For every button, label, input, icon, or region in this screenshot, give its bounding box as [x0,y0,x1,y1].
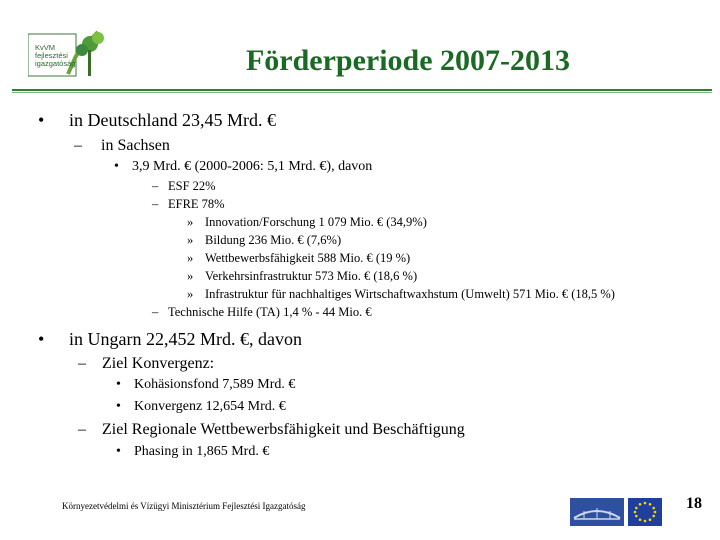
bullet-text: ESF 22% [168,179,216,193]
bullet-text: Infrastruktur für nachhaltiges Wirtschaftwaxhstum (Umwelt) 571 Mio. € (18,5 %) [205,287,615,301]
bullet-text: Wettbewerbsfähigkeit 588 Mio. € (19 %) [205,251,411,265]
bullet-marker: – [78,355,86,372]
bullet-text: 3,9 Mrd. € (2000-2006: 5,1 Mrd. €), davon [132,159,373,174]
bullet-text: in Sachsen [101,137,170,154]
logo-line: igazgatóság [35,59,76,68]
bullet-marker: » [187,287,194,301]
bullet-marker: • [116,377,121,392]
ministry-logo [28,26,112,88]
bullet-marker: – [74,137,82,154]
bullet-marker: • [116,399,121,414]
bullet-marker: » [187,215,194,229]
title-divider-thin [12,92,712,93]
bullet-marker: – [152,179,159,193]
bullet-text: Konvergenz 12,654 Mrd. € [134,399,286,414]
bullet-text: Ziel Konvergenz: [102,355,215,372]
bullet-marker: » [187,269,194,283]
bridge-icon [570,498,624,526]
bullet-text: in Ungarn 22,452 Mrd. €, davon [69,329,302,349]
bullet-marker: » [187,251,194,265]
bullet-text: Verkehrsinfrastruktur 573 Mio. € (18,6 %) [205,269,418,283]
page-number: 18 [686,495,702,512]
partnership-logo [570,498,624,526]
bullet-text: Ziel Regionale Wettbewerbsfähigkeit und Beschäftigung [102,421,465,438]
bullet-marker: » [187,233,194,247]
bullet-marker: • [116,444,121,459]
footer-text: Környezetvédelmi és Vízügyi Minisztérium Fejlesztési Igazgatóság [62,501,306,511]
logo-line: KvVM [35,43,56,52]
bullet-text: Kohäsionsfond 7,589 Mrd. € [134,377,296,392]
bullet-text: Innovation/Forschung 1 079 Mio. € (34,9%) [205,215,427,229]
bullet-marker: – [78,421,86,438]
bullet-text: EFRE 78% [168,197,225,211]
bullet-marker: – [152,305,159,319]
logo-text [35,44,75,68]
bullet-text: Phasing in 1,865 Mrd. € [134,444,270,459]
title-divider [12,89,712,91]
eu-stars-icon [628,498,662,526]
bullet-text: Bildung 236 Mio. € (7,6%) [205,233,342,247]
bullet-text: Technische Hilfe (TA) 1,4 % - 44 Mio. € [168,305,372,319]
bullet-marker: • [38,329,45,349]
logo-line: fejlesztési [35,51,68,60]
bullet-marker: • [114,159,119,174]
bullet-text: in Deutschland 23,45 Mrd. € [69,110,276,130]
bullet-marker: • [38,110,45,130]
bullet-marker: – [152,197,159,211]
eu-flag-icon [628,498,662,526]
slide-title: Förderperiode 2007-2013 [245,44,571,77]
